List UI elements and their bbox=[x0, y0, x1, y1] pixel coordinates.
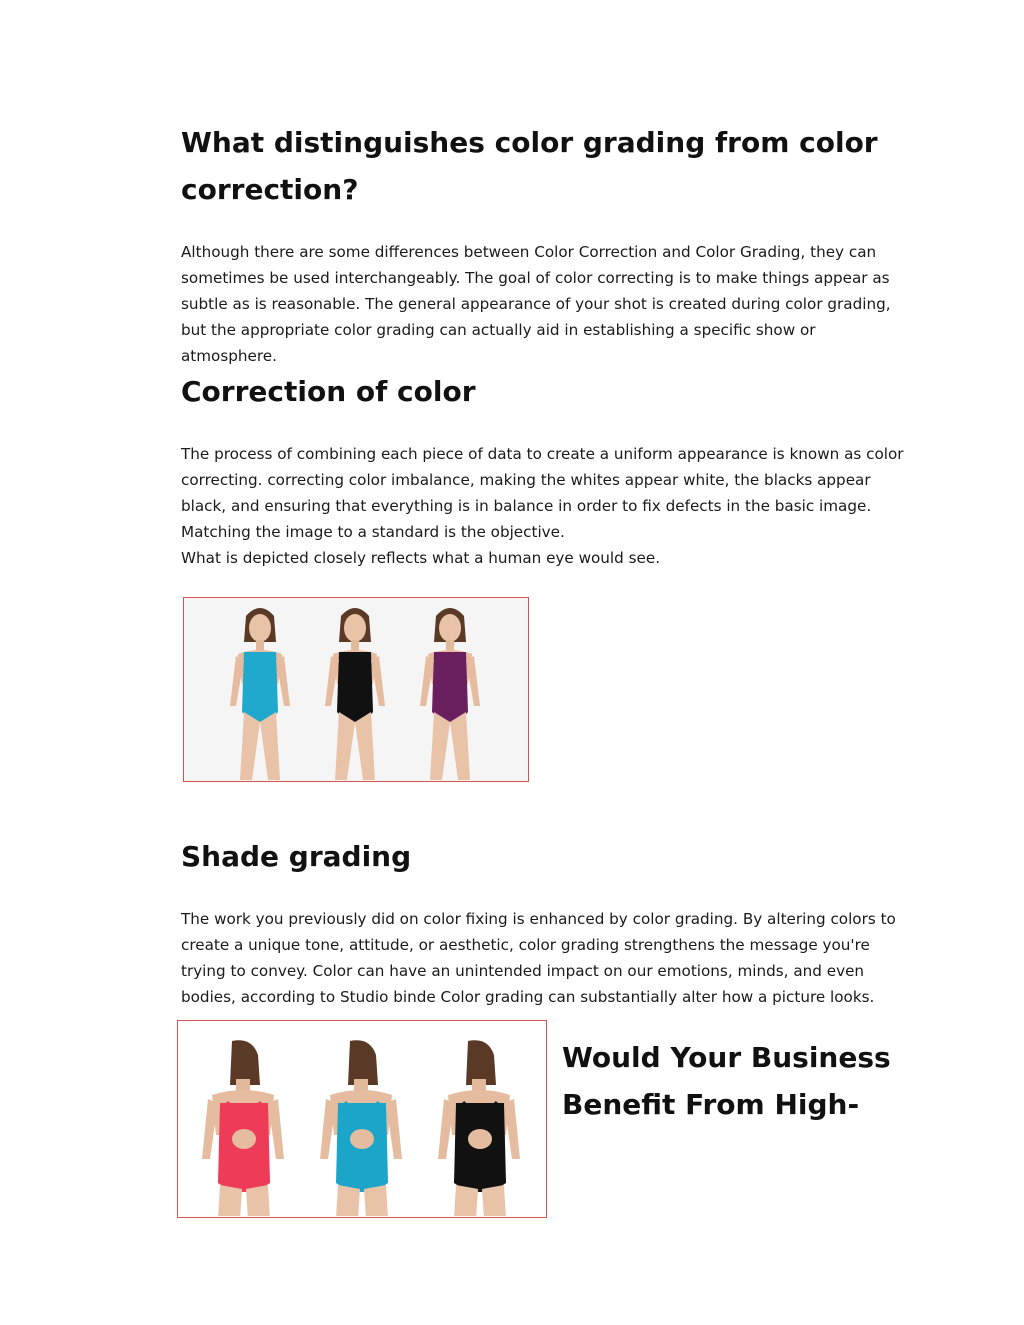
section-body-correction bbox=[181, 441, 911, 571]
swimsuit-back-models-illustration bbox=[178, 1021, 545, 1216]
section-body-shade-grading: The work you previously did on color fixing is enhanced by color grading. By altering colors to create a unique tone, attitude, or aesthetic, color grading strengthens the message you're trying to convey. Color can have an unintended impact on our emotions, minds, and even bodies, according to Studio binde Color grading can substantially alter how a picture looks. bbox=[181, 910, 896, 1006]
section-heading-business-benefit: Would Your Business Benefit From High- bbox=[562, 1041, 891, 1121]
section-body-intro: Although there are some differences between Color Correction and Color Grading, they can sometimes be used interchangeably. The goal of color correcting is to make things appear as subtle as is reasonable. The general appearance of your shot is created during color grading, but the appropriate color grading can actually aid in establishing a specific show or atmosphere. bbox=[181, 243, 891, 365]
swimsuit-front-models-illustration bbox=[184, 598, 527, 780]
section-heading-correction-of-color: Correction of color bbox=[181, 375, 476, 408]
correction-closing-line: What is depicted closely reflects what a human eye would see. bbox=[181, 549, 661, 567]
section-heading-shade-grading: Shade grading bbox=[181, 840, 412, 873]
color-grading-image bbox=[177, 1020, 547, 1218]
section-heading-color-grading-vs-correction: What distinguishes color grading from color correction? bbox=[181, 126, 878, 206]
correction-paragraph: The process of combining each piece of data to create a uniform appearance is known as color correcting. correcting color imbalance, making the whites appear white, the blacks appear black, and ensuring that everything is in balance in order to fix defects in the basic image. Matching the image to a standard is the objective. bbox=[181, 445, 904, 541]
color-correction-image bbox=[183, 597, 529, 782]
